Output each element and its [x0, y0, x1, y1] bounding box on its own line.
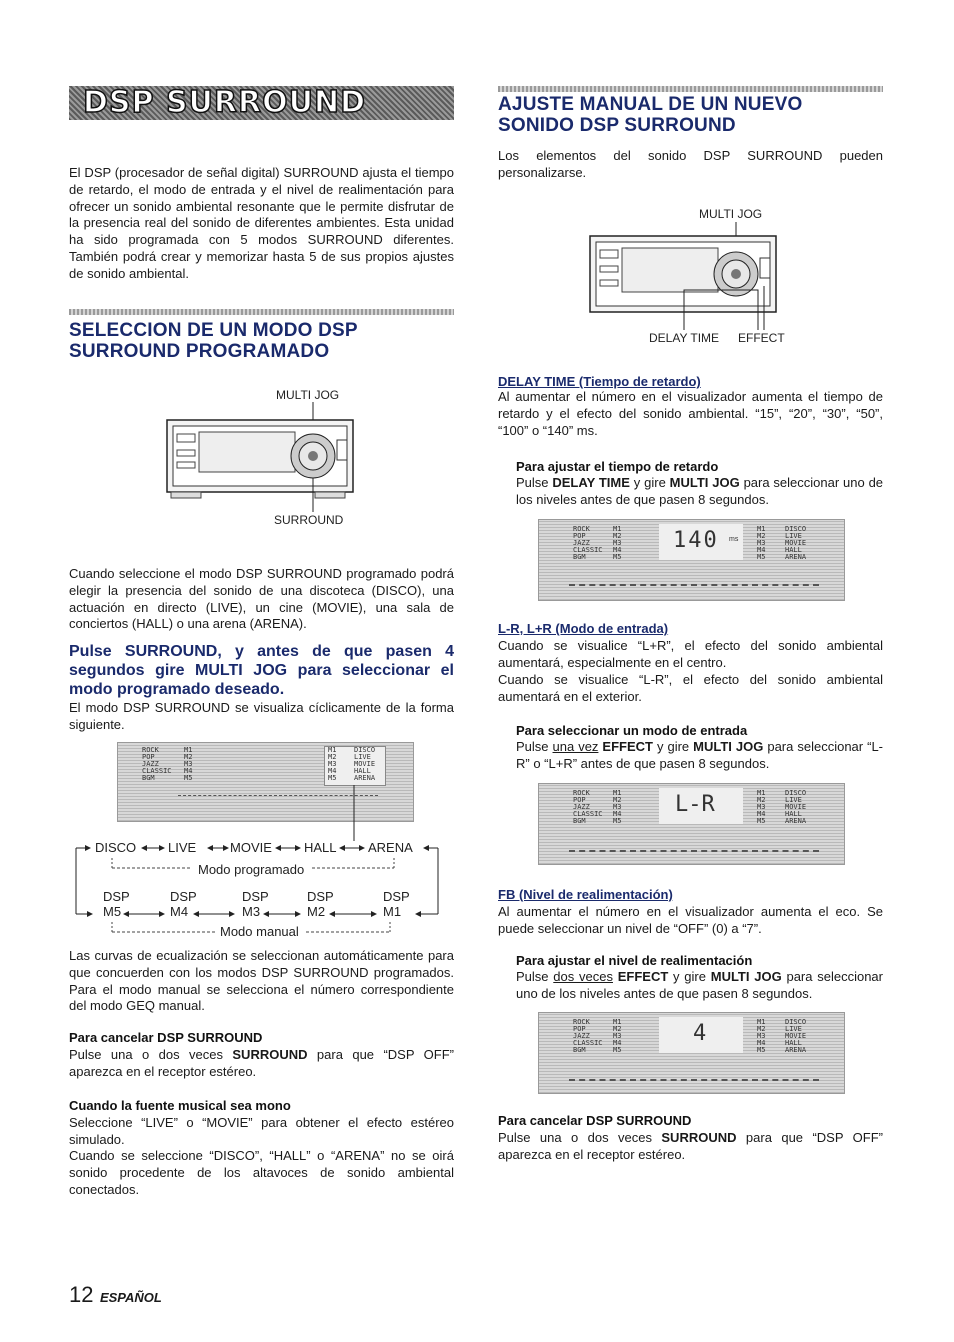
- step-note: El modo DSP SURROUND se visualiza cíclicamente de la forma siguiente.: [69, 700, 454, 732]
- cycle-dsp-label: DSP: [103, 889, 130, 904]
- cycle-dsp-label: DSP: [307, 889, 334, 904]
- lcd-m-list-right: M1 M2 M3 M4 M5: [757, 789, 766, 825]
- lcd-m-list-right: M1 M2 M3 M4 M5: [757, 1018, 766, 1054]
- lcd-mode-list: DISCO LIVE MOVIE HALL ARENA: [785, 1018, 807, 1054]
- display-panel-input: [538, 783, 845, 865]
- fb-heading: FB (Nivel de realimentación): [498, 887, 673, 902]
- cycle-label-manual: Modo manual: [220, 924, 299, 939]
- cycle-mode-live: LIVE: [168, 840, 197, 855]
- lcd-eq-list: ROCK POP JAZZ CLASSIC BGM: [573, 789, 603, 825]
- cycle-mode-movie: MOVIE: [230, 840, 272, 855]
- lr-sub-text: Pulse una vez EFFECT y gire MULTI JOG para seleccionar “L-R” o “L+R” antes de que pasen 8 segundos.: [516, 739, 884, 771]
- step-instruction: Pulse SURROUND, y antes de que pasen 4 segundos gire MULTI JOG para seleccionar el modo programado deseado.: [69, 643, 454, 698]
- paragraph-modes: Cuando seleccione el modo DSP SURROUND programado podrá elegir la presencia del sonido de una discoteca (DISCO), una actuación en directo (LIVE), un cine (MOVIE), una sala de conciertos (HALL) o una arena (ARENA).: [69, 566, 454, 632]
- display-panel-cycle: [117, 742, 414, 822]
- cycle-manual-m4: M4: [170, 904, 189, 919]
- mono-text-2: Cuando se seleccione “DISCO”, “HALL” o “ARENA” no se oirá sonido procedente de los altavoces de sonido ambiental conectados.: [69, 1148, 454, 1197]
- lcd-mode-list: DISCO LIVE MOVIE HALL ARENA: [354, 746, 376, 782]
- language-label: ESPAÑOL: [99, 1290, 162, 1305]
- section-divider: [69, 309, 454, 315]
- lcd-level-line: [569, 584, 819, 586]
- lcd-eq-list: ROCK POP JAZZ CLASSIC BGM: [142, 746, 172, 782]
- delay-heading: DELAY TIME (Tiempo de retardo): [498, 374, 701, 389]
- lr-heading: L-R, L+R (Modo de entrada): [498, 621, 669, 636]
- display-panel-delay: [538, 519, 845, 601]
- cycle-dsp-label: DSP: [383, 889, 410, 904]
- lcd-value-box: [659, 788, 743, 824]
- delay-sub-text: Pulse DELAY TIME y gire MULTI JOG para seleccionar uno de los niveles antes de que pasen 8 segundos.: [516, 475, 884, 507]
- lcd-mode-list: DISCO LIVE MOVIE HALL ARENA: [785, 789, 807, 825]
- lcd-feedback-value: 4: [693, 1021, 707, 1046]
- lcd-m-list: M1 M2 M3 M4 M5: [613, 525, 622, 561]
- fig-label-multi-jog: MULTI JOG: [276, 388, 340, 402]
- fb-text: Al aumentar el número en el visualizador aumenta el eco. Se puede seleccionar un nivel de “OFF” (0) a “7”.: [498, 904, 883, 936]
- cycle-dsp-label: DSP: [242, 889, 269, 904]
- lcd-level-line: [569, 850, 819, 852]
- cycle-mode-hall: HALL: [304, 840, 337, 855]
- page-title: DSP SURROUND: [83, 85, 366, 120]
- lcd-level-line: [178, 795, 378, 796]
- cycle-manual-m2: M2: [307, 904, 326, 919]
- device-illustration: [588, 220, 783, 332]
- lcd-m-list: M1 M2 M3 M4 M5: [184, 746, 193, 782]
- section-title-manual: AJUSTE MANUAL DE UN NUEVO SONIDO DSP SURROUND: [498, 94, 803, 136]
- lcd-input-value: L-R: [675, 792, 715, 817]
- paragraph-eq: Las curvas de ecualización se seleccionan automáticamente para que concuerden con los modos DSP SURROUND programados. Para el modo manual se selecciona el número correspondiente del modo GEQ manual.: [69, 948, 454, 1014]
- fig-label-surround: SURROUND: [274, 513, 344, 527]
- lr-sub-heading: Para seleccionar un modo de entrada: [516, 723, 748, 738]
- intro-paragraph: El DSP (procesador de señal digital) SURROUND ajusta el tiempo de retardo, el modo de entrada y el nivel de realimentación para ofrecer un sonido ambiental resonante que le permite disfrutar de la presencia real del sonido de diferentes ambientes. Esta unidad ha sido programada con 5 modos SURROUND diferentes. También podrá crear y memorizar hasta 5 de sus propios ajustes de sonido ambiental.: [69, 165, 454, 281]
- cancel-text-right: Pulse una o dos veces SURROUND para que “DSP OFF” aparezca en el receptor estéreo.: [498, 1130, 883, 1162]
- delay-text: Al aumentar el número en el visualizador aumenta el tiempo de retardo y el efecto del sonido ambiental. “15”, “20”, “30”, “50”, “100” o “140” ms.: [498, 389, 883, 438]
- lcd-eq-list: ROCK POP JAZZ CLASSIC BGM: [573, 525, 603, 561]
- section-title-programmed: SELECCION DE UN MODO DSP SURROUND PROGRAMADO: [69, 320, 358, 362]
- fig-label-multi-jog: MULTI JOG: [699, 207, 763, 221]
- cycle-manual-m5: M5: [103, 904, 122, 919]
- fig-label-delay-time: DELAY TIME: [649, 331, 720, 345]
- display-panel-feedback: [538, 1012, 845, 1094]
- cycle-dsp-label: DSP: [170, 889, 197, 904]
- manual-intro: Los elementos del sonido DSP SURROUND pueden personalizarse.: [498, 148, 883, 180]
- device-illustration: [165, 400, 360, 515]
- cancel-text-left: Pulse una o dos veces SURROUND para que “DSP OFF” aparezca en el receptor estéreo.: [69, 1047, 454, 1079]
- delay-sub-heading: Para ajustar el tiempo de retardo: [516, 459, 719, 474]
- lcd-m-list: M1 M2 M3 M4 M5: [613, 1018, 622, 1054]
- lcd-mode-list: DISCO LIVE MOVIE HALL ARENA: [785, 525, 807, 561]
- mono-heading: Cuando la fuente musical sea mono: [69, 1098, 291, 1113]
- cancel-heading-right: Para cancelar DSP SURROUND: [498, 1113, 692, 1128]
- lcd-m-list-right: M1 M2 M3 M4 M5: [757, 525, 766, 561]
- lr-text-1: Cuando se visualice “L+R”, el efecto del sonido ambiental aumentará, especialmente en el centro.: [498, 638, 883, 670]
- lcd-value-box: [659, 1017, 743, 1053]
- cycle-mode-arena: ARENA: [368, 840, 413, 855]
- lr-text-2: Cuando se visualice “L-R”, el efecto del sonido ambiental aumentará en el exterior.: [498, 672, 883, 704]
- cycle-label-programmed: Modo programado: [198, 862, 305, 877]
- lcd-m-list-right: M1 M2 M3 M4 M5: [328, 746, 337, 782]
- lcd-delay-value: 140: [673, 528, 719, 553]
- title-banner: [69, 86, 454, 120]
- cancel-heading-left: Para cancelar DSP SURROUND: [69, 1030, 263, 1045]
- page-number: 12: [69, 1282, 94, 1307]
- section-divider: [498, 86, 883, 92]
- fb-sub-heading: Para ajustar el nivel de realimentación: [516, 953, 753, 968]
- lcd-delay-unit: ms: [729, 536, 739, 543]
- cycle-connector: [350, 785, 360, 845]
- page-footer: [69, 1282, 162, 1308]
- lcd-eq-list: ROCK POP JAZZ CLASSIC BGM: [573, 1018, 603, 1054]
- lcd-m-list: M1 M2 M3 M4 M5: [613, 789, 622, 825]
- cycle-manual-m1: M1: [383, 904, 402, 919]
- lcd-value-box: [659, 524, 743, 560]
- lcd-level-line: [569, 1079, 819, 1081]
- fb-sub-text: Pulse dos veces EFFECT y gire MULTI JOG para seleccionar uno de los niveles antes de que pasen 8 segundos.: [516, 969, 883, 1001]
- cycle-manual-m3: M3: [242, 904, 261, 919]
- mono-text-1: Seleccione “LIVE” o “MOVIE” para obtener el efecto estéreo simulado.: [69, 1115, 454, 1147]
- cycle-mode-disco: DISCO: [95, 840, 137, 855]
- fig-label-effect: EFFECT: [738, 331, 785, 345]
